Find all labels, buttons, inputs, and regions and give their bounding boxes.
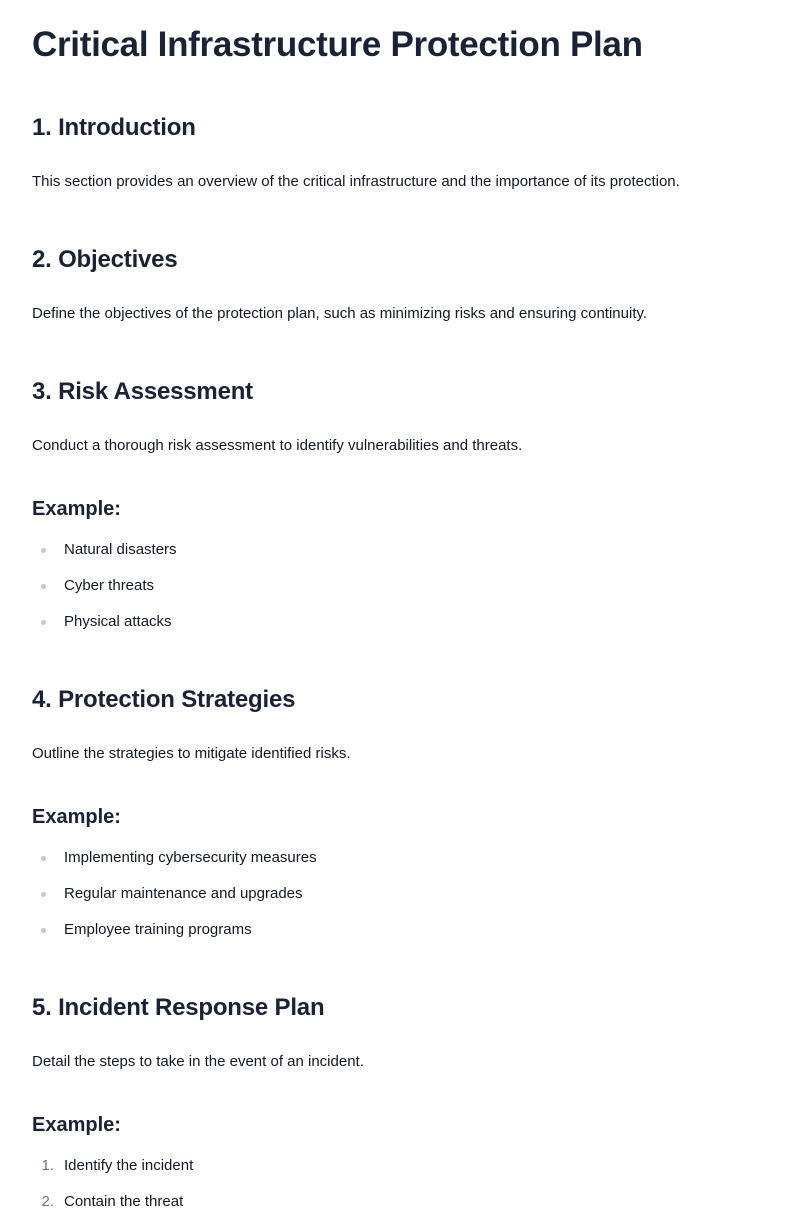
list-item: 2. Contain the threat xyxy=(32,1192,732,1228)
section-body-incident-response: Detail the steps to take in the event of an incident. xyxy=(32,1053,364,1070)
list-number: 2. xyxy=(41,1193,54,1210)
example-list-protection-strategies xyxy=(32,848,732,956)
section-heading-protection-strategies: 4. Protection Strategies xyxy=(32,686,296,713)
bullet-icon xyxy=(41,856,46,861)
example-list-risk-assessment xyxy=(32,540,732,648)
section-body-protection-strategies: Outline the strategies to mitigate identified risks. xyxy=(32,745,351,762)
list-number: 1. xyxy=(41,1157,54,1174)
example-heading-protection-strategies: Example: xyxy=(32,806,121,828)
document-title: Critical Infrastructure Protection Plan xyxy=(32,25,643,64)
list-item: 1. Identify the incident xyxy=(32,1156,732,1192)
example-heading-incident-response: Example: xyxy=(32,1114,121,1136)
bullet-icon xyxy=(41,548,46,553)
list-item: Physical attacks xyxy=(32,612,732,648)
list-item: Cyber threats xyxy=(32,576,732,612)
bullet-icon xyxy=(41,584,46,589)
section-body-risk-assessment: Conduct a thorough risk assessment to identify vulnerabilities and threats. xyxy=(32,437,523,454)
section-heading-incident-response: 5. Incident Response Plan xyxy=(32,994,325,1021)
list-item: Regular maintenance and upgrades xyxy=(32,884,732,920)
list-item: Implementing cybersecurity measures xyxy=(32,848,732,884)
example-list-incident-response xyxy=(32,1156,732,1228)
list-item: Employee training programs xyxy=(32,920,732,956)
section-heading-objectives: 2. Objectives xyxy=(32,246,178,273)
bullet-icon xyxy=(41,892,46,897)
bullet-icon xyxy=(41,620,46,625)
example-heading-risk-assessment: Example: xyxy=(32,498,121,520)
section-body-introduction: This section provides an overview of the critical infrastructure and the importance of its protection. xyxy=(32,173,680,190)
bullet-icon xyxy=(41,928,46,933)
section-heading-risk-assessment: 3. Risk Assessment xyxy=(32,378,253,405)
list-item: Natural disasters xyxy=(32,540,732,576)
section-body-objectives: Define the objectives of the protection plan, such as minimizing risks and ensuring continuity. xyxy=(32,305,648,322)
section-heading-introduction: 1. Introduction xyxy=(32,114,196,141)
